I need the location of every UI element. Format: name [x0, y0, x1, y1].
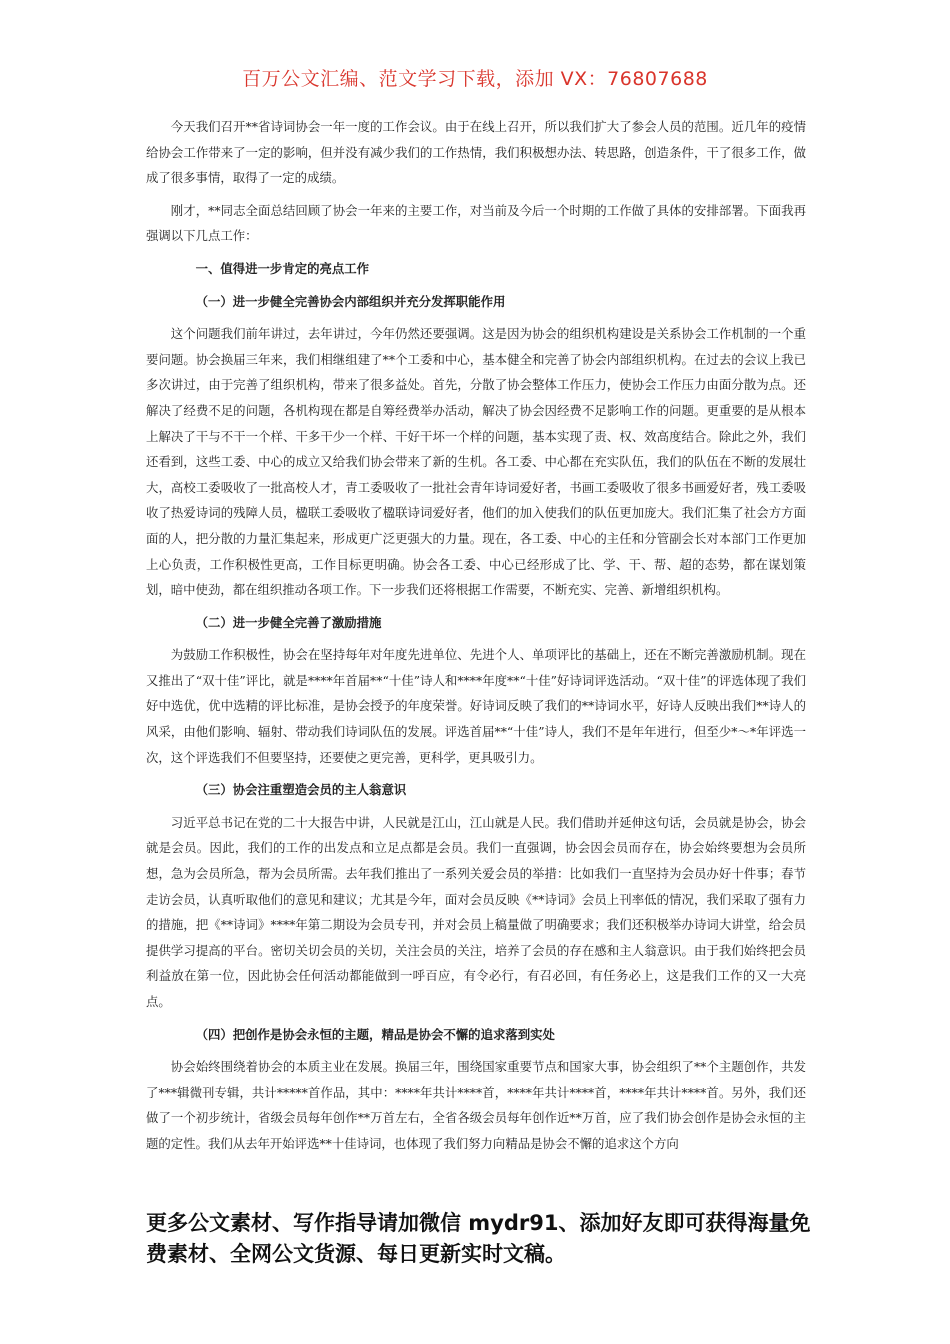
intro-paragraph: 今天我们召开**省诗词协会一年一度的工作会议。由于在线上召开，所以我们扩大了参会人员的范围。近几年的疫情给协会工作带来了一定的影响，但并没有减少我们的工作热情，我们积极想办法、转思路，创造条件，干了很多工作，做成了很多事情，取得了一定的成绩。	[146, 119, 806, 186]
body-paragraph: 习近平总书记在党的二十大报告中讲，人民就是江山，江山就是人民。我们借助并延伸这句话，会员就是协会，协会就是会员。因此，我们的工作的出发点和立足点都是会员。我们一直强调，协会因会员而存在，协会始终要想为会员所想，急为会员所急，帮为会员所需。去年我们推出了一系列关爱会员的举措：比如我们一直坚持为会员办好十件事；春节走访会员，认真听取他们的意见和建议；尤其是今年，面对会员反映《**诗词》会员上刊率低的情况，我们采取了强有力的措施，把《**诗词》****年第二期设为会员专刊，并对会员上稿量做了明确要求；我们还积极举办诗词大讲堂，给会员提供学习提高的平台。密切关切会员的关切，关注会员的关注，培养了会员的存在感和主人翁意识。由于我们始终把会员利益放在第一位，因此协会任何活动都能做到一呼百应，有令必行，有召必回，有任务必上，这是我们工作的又一大亮点。	[146, 814, 806, 1009]
subsection-heading: （二）进一步健全完善了激励措施	[195, 614, 382, 630]
body-paragraph: 为鼓励工作积极性，协会在坚持每年对年度先进单位、先进个人、单项评比的基础上，还在不断完善激励机制。现在又推出了“双十佳”评比，就是****年首届**“十佳”诗人和****年度**“十佳”好诗词评选活动。“双十佳”的评选体现了我们好中选优，优中选精的评比标准，是协会授予的年度荣誉。好诗词反映了我们的**诗词水平，好诗人反映出我们**诗人的风采，由他们影响、辐射、带动我们诗词队伍的发展。评选首届**“十佳”诗人，我们不是年年进行，但至少*～*年评选一次，这个评选我们不但要坚持，还要使之更完善，更科学，更具吸引力。	[146, 647, 806, 765]
body-paragraph: 这个问题我们前年讲过，去年讲过，今年仍然还要强调。这是因为协会的组织机构建设是关系协会工作机制的一个重要问题。协会换届三年来，我们相继组建了**个工委和中心，基本健全和完善了协会内部组织机构。在过去的会议上我已多次讲过，由于完善了组织机构，带来了很多益处。首先，分散了协会整体工作压力，使协会工作压力由面分散为点。还解决了经费不足的问题，各机构现在都是自筹经费举办活动，解决了协会因经费不足影响工作的问题。更重要的是从根本上解决了干与不干一个样、干多干少一个样、干好干坏一个样的问题，基本实现了责、权、效高度结合。除此之外，我们还看到，这些工委、中心的成立又给我们协会带来了新的生机。各工委、中心都在充实队伍，我们的队伍在不断的发展壮大，高校工委吸收了一批高校人才，青工委吸收了一批社会青年诗词爱好者，书画工委吸收了很多书画爱好者，残工委吸收了热爱诗词的残障人员，楹联工委吸收了楹联诗词爱好者，他们的加入使我们的队伍更加庞大。我们汇集了社会方方面面的人，把分散的力量汇集起来，形成更广泛更强大的力量。现在，各工委、中心的主任和分管副会长对本部门工作更加上心负责，工作积极性更高，工作目标更明确。协会各工委、中心已经形成了比、学、干、帮、超的态势，都在谋划策划，暗中使劲，都在组织推动各项工作。下一步我们还将根据工作需要，不断充实、完善、新增组织机构。	[146, 326, 806, 598]
subsection-heading: （四）把创作是协会永恒的主题，精品是协会不懈的追求落到实处	[195, 1026, 555, 1042]
section-heading: 一、值得进一步肯定的亮点工作	[195, 260, 370, 276]
subsection-heading: （三）协会注重塑造会员的主人翁意识	[195, 782, 407, 798]
document-body	[146, 114, 806, 1163]
intro-paragraph: 刚才，**同志全面总结回顾了协会一年来的主要工作，对当前及今后一个时期的工作做了具体的安排部署。下面我再强调以下几点工作：	[146, 202, 806, 244]
footer-promo: 更多公文素材、写作指导请加微信 mydr91、添加好友即可获得海量免费素材、全网公文货源、每日更新实时文稿。	[146, 1211, 811, 1266]
header-banner: 百万公文汇编、范文学习下载，添加 VX：76807688	[242, 68, 708, 90]
subsection-heading: （一）进一步健全完善协会内部组织并充分发挥职能作用	[195, 293, 506, 309]
body-paragraph: 协会始终围绕着协会的本质主业在发展。换届三年，围绕国家重要节点和国家大事，协会组织了**个主题创作，共发了***辑微刊专辑，共计*****首作品，其中：****年共计****首，****年共计****首，****年共计****首。另外，我们还做了一个初步统计，省级会员每年创作**万首左右，全省各级会员每年创作近**万首，应了我们协会创作是协会永恒的主题的定性。我们从去年开始评选**十佳诗词，也体现了我们努力向精品是协会不懈的追求这个方向	[146, 1059, 806, 1151]
